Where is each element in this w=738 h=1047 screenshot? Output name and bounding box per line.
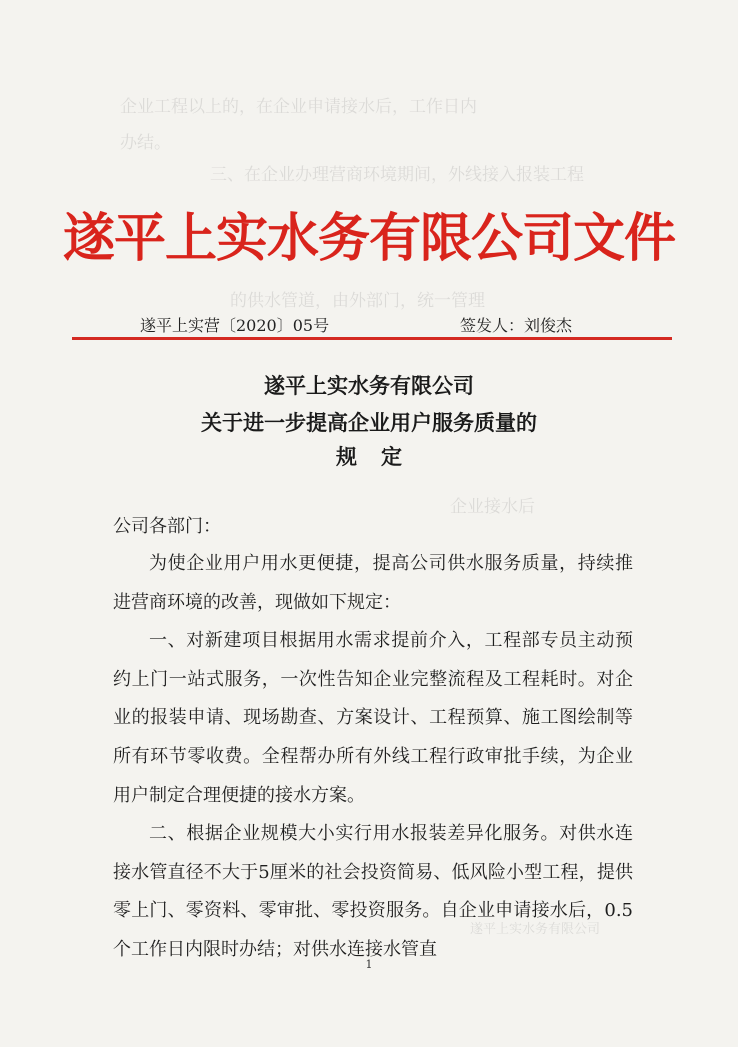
document-header-title: 遂平上实水务有限公司文件	[62, 208, 675, 269]
page-number: 1	[365, 958, 373, 971]
issuer-signature: 签发人：刘俊杰	[460, 316, 573, 335]
body-paragraph: 为使企业用户用水更便捷，提高公司供水服务质量，持续推进营商环境的改善，现做如下规定：	[113, 553, 633, 613]
body-paragraph: 二、根据企业规模大小实行用水报装差异化服务。对供水连接水管直径不大于5厘米的社会投资简易、低风险小型工程，提供零上门、零资料、零审批、零投资服务。自企业申请接水后，0.5个工作日内限时办结；对供水连接水管直	[113, 823, 633, 960]
document-body	[113, 545, 633, 970]
bleed-through-text: 的供水管道，由外部门，统一管理	[230, 291, 485, 311]
bleed-through-text: 三、在企业办理营商环境期间，外线接入报装工程	[210, 165, 584, 185]
document-title-line-3: 规定	[336, 444, 426, 469]
body-paragraph: 一、对新建项目根据用水需求提前介入，工程部专员主动预约上门一站式服务，一次性告知企业完整流程及工程耗时。对企业的报装申请、现场勘查、方案设计、工程预算、施工图绘制等所有环节零收费。全程帮办所有外线工程行政审批手续，为企业用户制定合理便捷的接水方案。	[113, 630, 633, 806]
bleed-through-text: 企业工程以上的，在企业申请接水后，工作日内	[120, 97, 477, 117]
bleed-through-text: 遂平上实水务有限公司	[470, 922, 601, 937]
document-title-line-2: 关于进一步提高企业用户服务质量的	[201, 410, 537, 435]
salutation: 公司各部门：	[113, 516, 221, 537]
document-title-line-1: 遂平上实水务有限公司	[264, 373, 474, 398]
red-divider-line	[72, 337, 672, 340]
document-number: 遂平上实营〔2020〕05号	[140, 316, 330, 335]
bleed-through-text: 办结。	[120, 133, 171, 153]
bleed-through-text: 企业接水后	[450, 497, 535, 517]
